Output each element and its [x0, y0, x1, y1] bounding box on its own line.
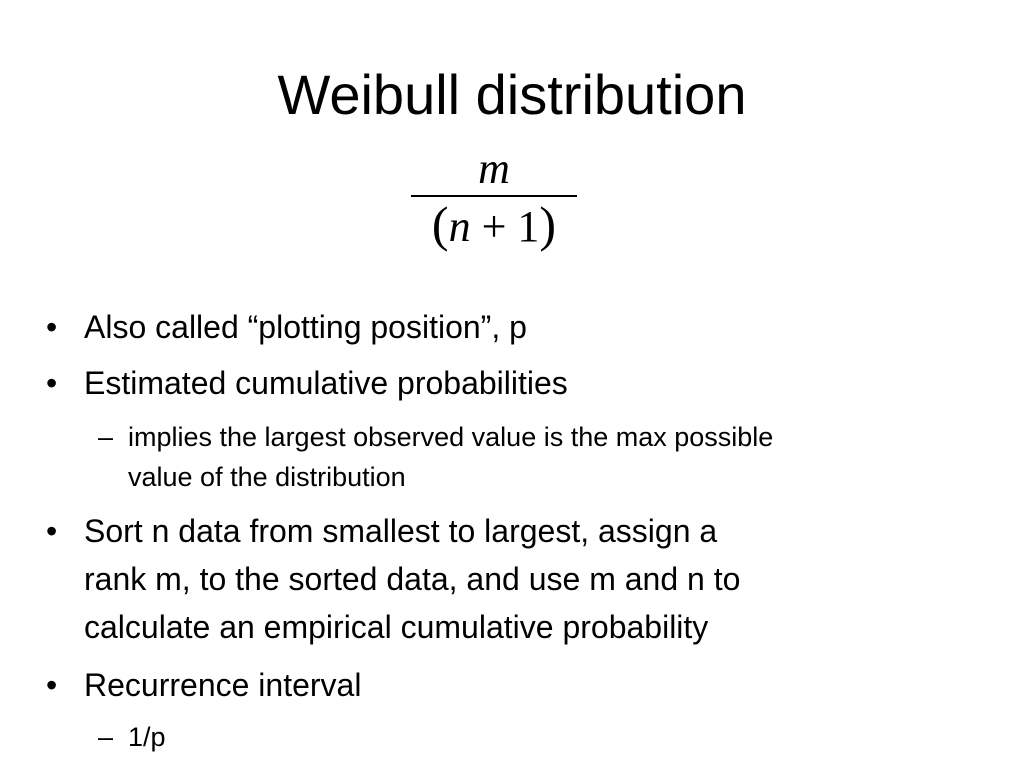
- bullet-continuation: [84, 603, 708, 651]
- bullet-item: [46, 661, 362, 709]
- bullet-text: Estimated cumulative probabilities: [84, 365, 568, 401]
- formula-numerator: m: [478, 144, 510, 193]
- denominator-variable: n: [448, 202, 471, 251]
- bullet-continuation: [84, 555, 740, 603]
- bullet-marker: •: [46, 309, 58, 345]
- denominator-constant: 1: [517, 202, 540, 251]
- open-paren: (: [431, 196, 449, 252]
- bullet-marker: •: [46, 667, 58, 703]
- slide-title: Weibull distribution: [277, 63, 747, 126]
- sub-bullet-marker: –: [98, 722, 114, 752]
- close-paren: ): [539, 196, 557, 252]
- sub-bullet-item: [98, 717, 166, 757]
- plus-operator: +: [470, 202, 518, 251]
- sub-bullet-item: [98, 417, 774, 457]
- bullet-text: Recurrence interval: [84, 667, 362, 703]
- sub-bullet-text: 1/p: [128, 722, 166, 752]
- sub-bullet-text: implies the largest observed value is the max possible: [128, 422, 774, 452]
- bullet-text-line: calculate an empirical cumulative probability: [84, 609, 709, 645]
- bullet-text-line: Sort n data from smallest to largest, assign a: [84, 513, 718, 549]
- bullet-item: [46, 359, 568, 407]
- bullet-item: [46, 507, 718, 555]
- bullet-marker: •: [46, 513, 58, 549]
- bullet-text-line: rank m, to the sorted data, and use m and n to: [84, 561, 741, 597]
- sub-bullet-marker: –: [98, 422, 114, 452]
- bullet-item: [46, 303, 527, 351]
- bullet-text: Also called “plotting position”, p: [84, 309, 527, 345]
- bullet-marker: •: [46, 365, 58, 401]
- sub-bullet-continuation: [128, 457, 406, 497]
- sub-bullet-text: value of the distribution: [128, 462, 406, 492]
